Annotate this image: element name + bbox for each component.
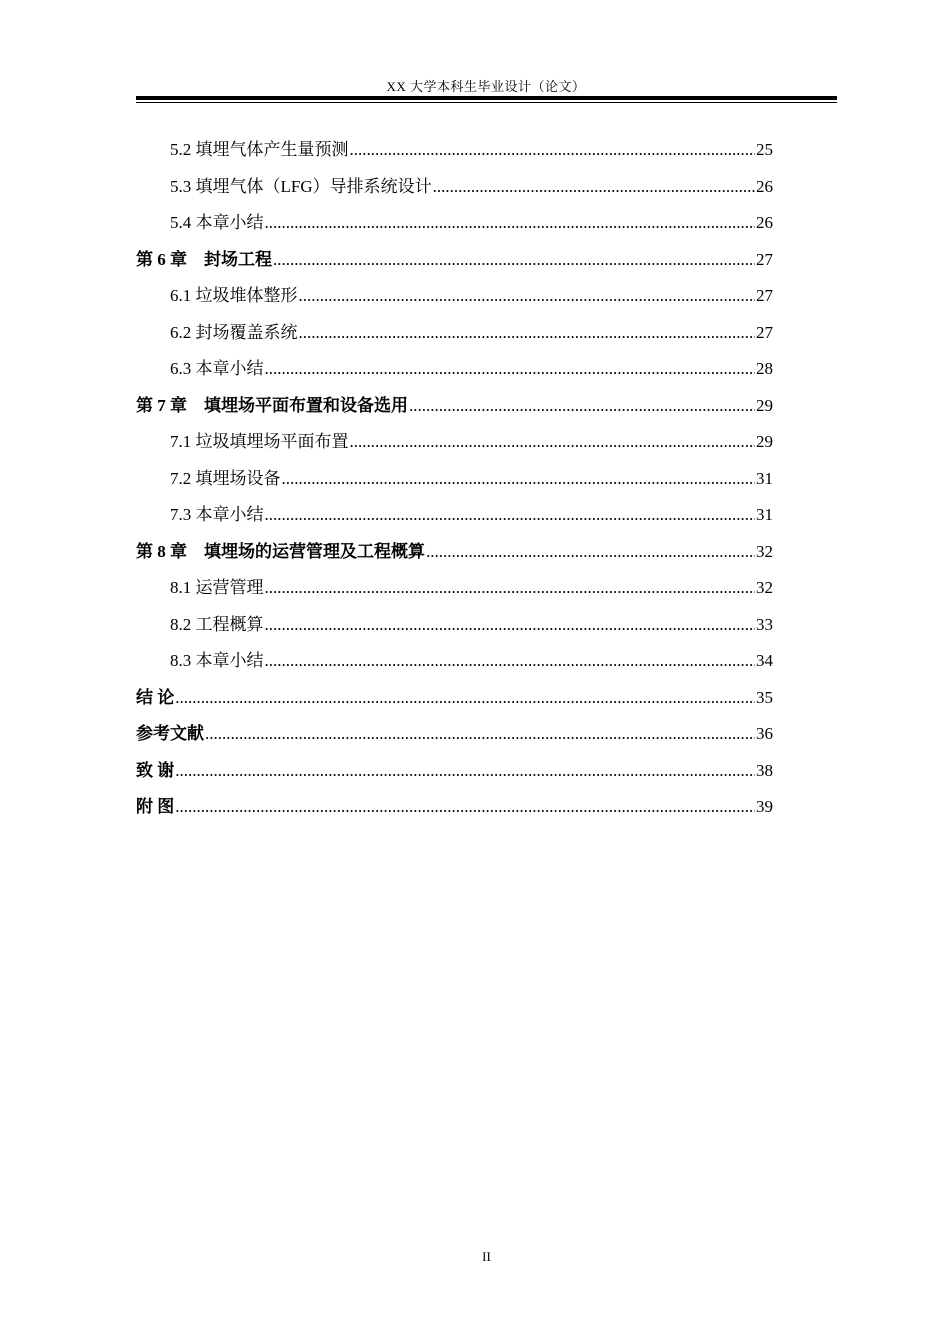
toc-dot-leader <box>282 465 756 493</box>
toc-entry-page-number: 29 <box>756 432 773 451</box>
toc-entry-title: 8.1 运营管理 <box>170 578 264 597</box>
toc-section-entry[interactable] <box>136 355 773 392</box>
toc-chapter-entry[interactable] <box>136 757 773 794</box>
toc-section-entry[interactable] <box>136 319 773 356</box>
toc-section-entry[interactable] <box>136 136 773 173</box>
toc-chapter-entry[interactable] <box>136 538 773 575</box>
toc-section-entry[interactable] <box>136 173 773 210</box>
toc-entry-title: 5.3 填埋气体（LFG）导排系统设计 <box>170 176 432 196</box>
toc-section-entry[interactable] <box>136 428 773 465</box>
toc-section-entry[interactable] <box>136 611 773 648</box>
toc-dot-leader <box>175 757 755 785</box>
header-rule-thick <box>136 96 837 100</box>
toc-entry-title: 8.2 工程概算 <box>170 614 264 634</box>
toc-dot-leader <box>265 355 756 383</box>
toc-entry-page-number: 29 <box>756 395 773 415</box>
toc-dot-leader <box>426 538 755 566</box>
toc-section-entry[interactable] <box>136 501 773 538</box>
toc-entry-title: 参考文献 <box>136 724 204 743</box>
toc-dot-leader <box>175 684 755 712</box>
table-of-contents <box>136 136 773 830</box>
toc-section-entry[interactable] <box>136 282 773 319</box>
toc-entry-title: 第 6 章 封场工程 <box>136 249 272 269</box>
toc-entry-page-number: 33 <box>756 614 773 634</box>
toc-entry-title: 6.2 封场覆盖系统 <box>170 322 298 342</box>
toc-dot-leader <box>205 720 755 748</box>
toc-dot-leader <box>265 611 756 639</box>
toc-chapter-entry[interactable] <box>136 246 773 283</box>
toc-entry-page-number: 35 <box>756 687 773 707</box>
toc-entry-page-number: 26 <box>756 176 773 196</box>
toc-entry-title: 第 7 章 填埋场平面布置和设备选用 <box>136 395 408 415</box>
toc-entry-page-number: 32 <box>756 578 773 597</box>
toc-dot-leader <box>299 282 756 310</box>
toc-entry-title: 5.2 填埋气体产生量预测 <box>170 140 349 159</box>
toc-chapter-entry[interactable] <box>136 720 773 757</box>
toc-section-entry[interactable] <box>136 647 773 684</box>
toc-dot-leader <box>433 173 755 201</box>
toc-dot-leader <box>175 793 755 821</box>
toc-chapter-entry[interactable] <box>136 392 773 429</box>
toc-dot-leader <box>299 319 756 347</box>
toc-entry-title: 7.1 垃圾填埋场平面布置 <box>170 432 349 451</box>
toc-entry-page-number: 36 <box>756 724 773 743</box>
toc-entry-page-number: 27 <box>756 322 773 342</box>
toc-chapter-entry[interactable] <box>136 793 773 830</box>
toc-entry-page-number: 27 <box>756 286 773 305</box>
toc-entry-page-number: 28 <box>756 359 773 378</box>
toc-dot-leader <box>265 574 756 602</box>
toc-section-entry[interactable] <box>136 209 773 246</box>
header-rule-thin <box>136 102 837 103</box>
toc-dot-leader <box>409 392 755 420</box>
toc-entry-title: 致 谢 <box>136 760 175 780</box>
toc-entry-title: 结 论 <box>136 687 175 707</box>
toc-entry-page-number: 34 <box>756 651 773 670</box>
toc-section-entry[interactable] <box>136 465 773 502</box>
page-header: XX 大学本科生毕业设计（论文） <box>386 79 586 94</box>
toc-entry-page-number: 25 <box>756 140 773 159</box>
toc-dot-leader <box>265 501 756 529</box>
toc-dot-leader <box>350 136 756 164</box>
toc-entry-title: 5.4 本章小结 <box>170 213 264 232</box>
toc-entry-title: 6.1 垃圾堆体整形 <box>170 286 298 305</box>
toc-entry-page-number: 26 <box>756 213 773 232</box>
toc-entry-title: 6.3 本章小结 <box>170 359 264 378</box>
toc-entry-title: 第 8 章 填埋场的运营管理及工程概算 <box>136 541 425 561</box>
toc-dot-leader <box>265 647 756 675</box>
toc-dot-leader <box>273 246 755 274</box>
toc-entry-page-number: 31 <box>756 468 773 488</box>
toc-entry-page-number: 38 <box>756 760 773 780</box>
toc-dot-leader <box>350 428 756 456</box>
header-rule <box>136 96 837 104</box>
toc-entry-title: 附 图 <box>136 797 175 816</box>
toc-section-entry[interactable] <box>136 574 773 611</box>
toc-entry-title: 7.2 填埋场设备 <box>170 468 281 488</box>
toc-entry-title: 8.3 本章小结 <box>170 651 264 670</box>
toc-entry-page-number: 32 <box>756 541 773 561</box>
toc-dot-leader <box>265 209 756 237</box>
toc-entry-page-number: 27 <box>756 249 773 269</box>
toc-entry-page-number: 31 <box>756 505 773 524</box>
toc-entry-page-number: 39 <box>756 797 773 816</box>
toc-entry-title: 7.3 本章小结 <box>170 505 264 524</box>
toc-chapter-entry[interactable] <box>136 684 773 721</box>
page-number: II <box>482 1249 491 1264</box>
